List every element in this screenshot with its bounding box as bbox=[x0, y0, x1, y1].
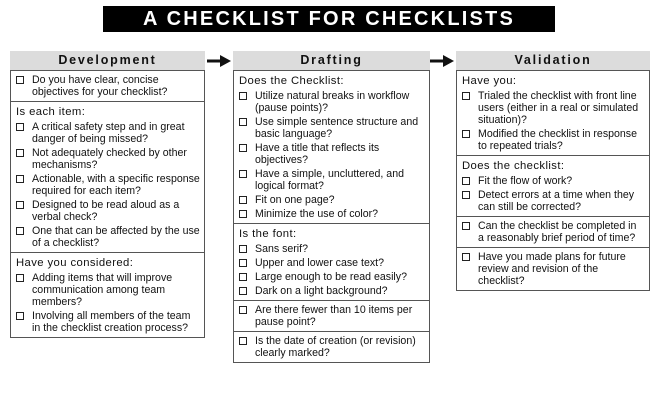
checklist-item: Dark on a light background? bbox=[239, 285, 425, 297]
checkbox-icon[interactable] bbox=[16, 201, 24, 209]
checkbox-icon[interactable] bbox=[16, 123, 24, 131]
checkbox-icon[interactable] bbox=[239, 245, 247, 253]
checklist-item: One that can be affected by the use of a checklist? bbox=[16, 225, 200, 249]
checklist-item: Sans serif? bbox=[239, 243, 425, 255]
section-box bbox=[233, 224, 430, 301]
checkbox-icon[interactable] bbox=[462, 92, 470, 100]
checkbox-icon[interactable] bbox=[16, 312, 24, 320]
checkbox-icon[interactable] bbox=[239, 259, 247, 267]
section-box bbox=[456, 248, 650, 291]
checklist-item: Use simple sentence structure and basic language? bbox=[239, 116, 425, 140]
checkbox-icon[interactable] bbox=[16, 175, 24, 183]
section-label: Have you considered: bbox=[16, 257, 134, 269]
checklist-item: Trialed the checklist with front line users (either in a real or simulated situation)? bbox=[462, 90, 645, 126]
section-label: Have you: bbox=[462, 75, 517, 87]
arrow-right-icon bbox=[207, 55, 231, 67]
section-box bbox=[10, 253, 205, 338]
checkbox-icon[interactable] bbox=[239, 273, 247, 281]
section-box bbox=[10, 70, 205, 102]
checkbox-icon[interactable] bbox=[16, 227, 24, 235]
section-box bbox=[456, 156, 650, 217]
checkbox-icon[interactable] bbox=[462, 130, 470, 138]
checklist-item: Not adequately checked by other mechanisms? bbox=[16, 147, 200, 171]
checklist-item: Designed to be read aloud as a verbal check? bbox=[16, 199, 200, 223]
checklist-item: Have you made plans for future review and revision of the checklist? bbox=[462, 251, 645, 287]
checklist-item: Have a title that reflects its objectives? bbox=[239, 142, 425, 166]
checkbox-icon[interactable] bbox=[462, 191, 470, 199]
section-label: Is the font: bbox=[239, 228, 297, 240]
column-drafting bbox=[233, 51, 430, 363]
checklist-item: Fit the flow of work? bbox=[462, 175, 645, 187]
checkbox-icon[interactable] bbox=[239, 92, 247, 100]
checkbox-icon[interactable] bbox=[239, 210, 247, 218]
checkbox-icon[interactable] bbox=[16, 149, 24, 157]
checkbox-icon[interactable] bbox=[239, 196, 247, 204]
page-title: A CHECKLIST FOR CHECKLISTS bbox=[103, 6, 555, 32]
checklist-item: Are there fewer than 10 items per pause point? bbox=[239, 304, 425, 328]
section-label: Does the checklist: bbox=[462, 160, 565, 172]
checkbox-icon[interactable] bbox=[16, 76, 24, 84]
checkbox-icon[interactable] bbox=[239, 287, 247, 295]
checklist-item: Involving all members of the team in the checklist creation process? bbox=[16, 310, 200, 334]
checklist-item: Detect errors at a time when they can still be corrected? bbox=[462, 189, 645, 213]
section-box bbox=[456, 70, 650, 156]
checkbox-icon[interactable] bbox=[239, 118, 247, 126]
checklist-item: Adding items that will improve communication among team members? bbox=[16, 272, 200, 308]
column-development bbox=[10, 51, 205, 338]
section-box bbox=[233, 70, 430, 224]
section-box bbox=[233, 332, 430, 363]
checkbox-icon[interactable] bbox=[462, 253, 470, 261]
column-header-validation: Validation bbox=[456, 51, 650, 70]
checklist-item: Is the date of creation (or revision) clearly marked? bbox=[239, 335, 425, 359]
checkbox-icon[interactable] bbox=[462, 222, 470, 230]
section-box bbox=[233, 301, 430, 332]
checkbox-icon[interactable] bbox=[239, 337, 247, 345]
checkbox-icon[interactable] bbox=[239, 170, 247, 178]
checklist-item: Upper and lower case text? bbox=[239, 257, 425, 269]
column-validation bbox=[456, 51, 650, 291]
checkbox-icon[interactable] bbox=[462, 177, 470, 185]
checklist-item: Modified the checklist in response to repeated trials? bbox=[462, 128, 645, 152]
checkbox-icon[interactable] bbox=[239, 144, 247, 152]
checklist-item: Minimize the use of color? bbox=[239, 208, 425, 220]
section-box bbox=[456, 217, 650, 248]
checklist-item: Fit on one page? bbox=[239, 194, 425, 206]
checklist-item: Can the checklist be completed in a reasonably brief period of time? bbox=[462, 220, 645, 244]
column-header-development: Development bbox=[10, 51, 205, 70]
checkbox-icon[interactable] bbox=[239, 306, 247, 314]
checkbox-icon[interactable] bbox=[16, 274, 24, 282]
section-box bbox=[10, 102, 205, 253]
checklist-item: Do you have clear, concise objectives for your checklist? bbox=[16, 74, 200, 98]
checklist-item: A critical safety step and in great danger of being missed? bbox=[16, 121, 200, 145]
arrow-right-icon bbox=[430, 55, 454, 67]
checklist-item: Large enough to be read easily? bbox=[239, 271, 425, 283]
section-label: Does the Checklist: bbox=[239, 75, 344, 87]
checklist-item: Utilize natural breaks in workflow (pause points)? bbox=[239, 90, 425, 114]
column-header-drafting: Drafting bbox=[233, 51, 430, 70]
section-label: Is each item: bbox=[16, 106, 86, 118]
checklist-item: Have a simple, uncluttered, and logical format? bbox=[239, 168, 425, 192]
checklist-item: Actionable, with a specific response required for each item? bbox=[16, 173, 200, 197]
